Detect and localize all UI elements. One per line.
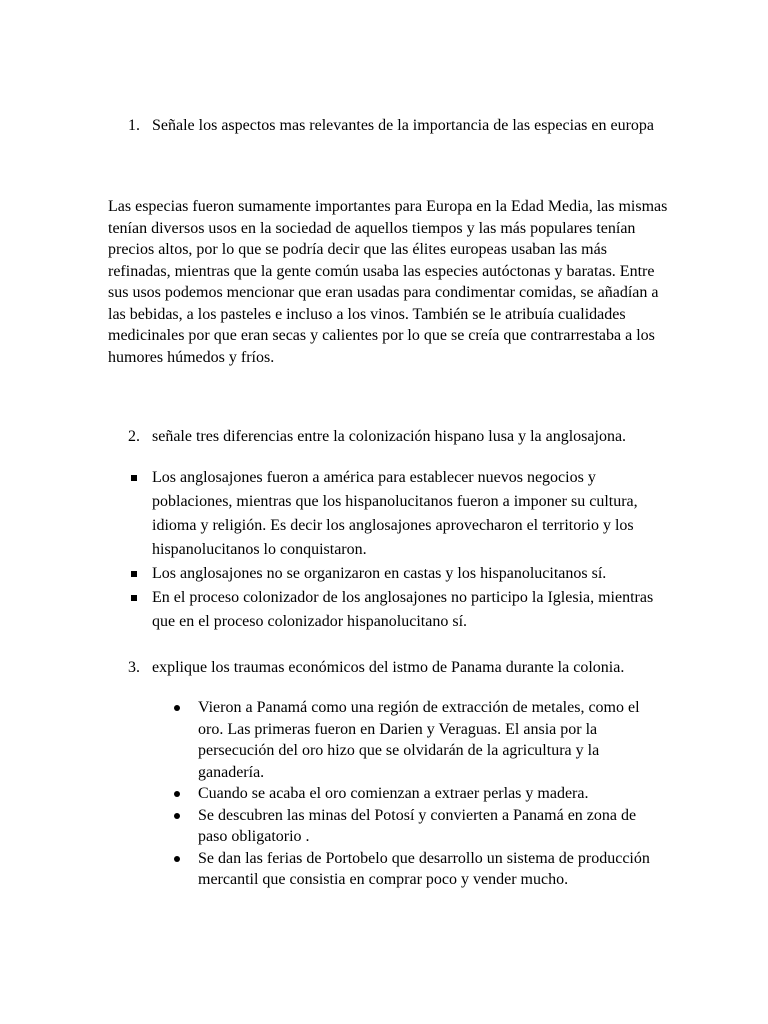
list-item [170,805,668,848]
list-item-text: En el proceso colonizador de los anglosajones no participo la Iglesia, mientras que en el proceso colonizador hispanolucitano sí. [152,589,654,630]
question-2-text: señale tres diferencias entre la colonización hispano lusa y la anglosajona. [152,428,627,445]
list-item-text: Los anglosajones fueron a américa para establecer nuevos negocios y poblaciones, mientras que los hispanolucitanos fueron a imponer su cultura, idioma y religión. Es decir los anglosajones aprovecharon el territorio y los hispanolucitanos lo conquistaron. [152,469,638,558]
square-bullet-icon [131,475,137,481]
answer-3-list [170,697,668,891]
list-item-text: Vieron a Panamá como una región de extracción de metales, como el oro. Las primeras fueron en Darien y Veraguas. El ansia por la persecución del oro hizo que se olvidarán de la agricultura y la ganadería. [198,699,640,781]
round-bullet-icon [174,791,180,797]
list-item-text: Se descubren las minas del Potosí y convierten a Panamá en zona de paso obligatorio . [198,806,637,845]
question-2 [128,426,668,447]
list-item [170,783,668,805]
question-3-text: explique los traumas económicos del istmo de Panama durante la colonia. [152,659,625,676]
list-item [128,466,668,562]
question-1-number: 1. [128,117,140,134]
round-bullet-icon [174,705,180,711]
list-item [128,586,668,634]
question-3 [128,657,668,678]
round-bullet-icon [174,813,180,819]
list-item [170,697,668,783]
list-item-text: Cuando se acaba el oro comienzan a extraer perlas y madera. [198,785,589,802]
question-1-text: Señale los aspectos mas relevantes de la importancia de las especias en europa [152,117,655,134]
answer-1-paragraph: Las especias fueron sumamente importantes para Europa en la Edad Media, las mismas tenían diversos usos en la sociedad de aquellos tiempos y las más populares tenían precios altos, por lo que se podría decir que las élites europeas usaban las más refinadas, mientras que la gente común usaba las especies autóctonas y baratas. Entre sus usos podemos mencionar que eran usadas para condimentar comidas, se añadían a las bebidas, a los pasteles e incluso a los vinos. También se le atribuía cualidades medicinales por que eran secas y calientes por lo que se creía que contrarrestaba a los humores húmedos y fríos. [108,198,668,366]
list-item-text: Los anglosajones no se organizaron en castas y los hispanolucitanos sí. [152,565,607,582]
square-bullet-icon [131,595,137,601]
round-bullet-icon [174,856,180,862]
question-2-number: 2. [128,428,140,445]
list-item [170,848,668,891]
square-bullet-icon [131,571,137,577]
question-1 [128,115,668,136]
question-3-number: 3. [128,659,140,676]
list-item [128,562,668,586]
list-item-text: Se dan las ferias de Portobelo que desarrollo un sistema de producción mercantil que consistia en comprar poco y vender mucho. [198,849,650,888]
answer-2-list [128,466,668,634]
